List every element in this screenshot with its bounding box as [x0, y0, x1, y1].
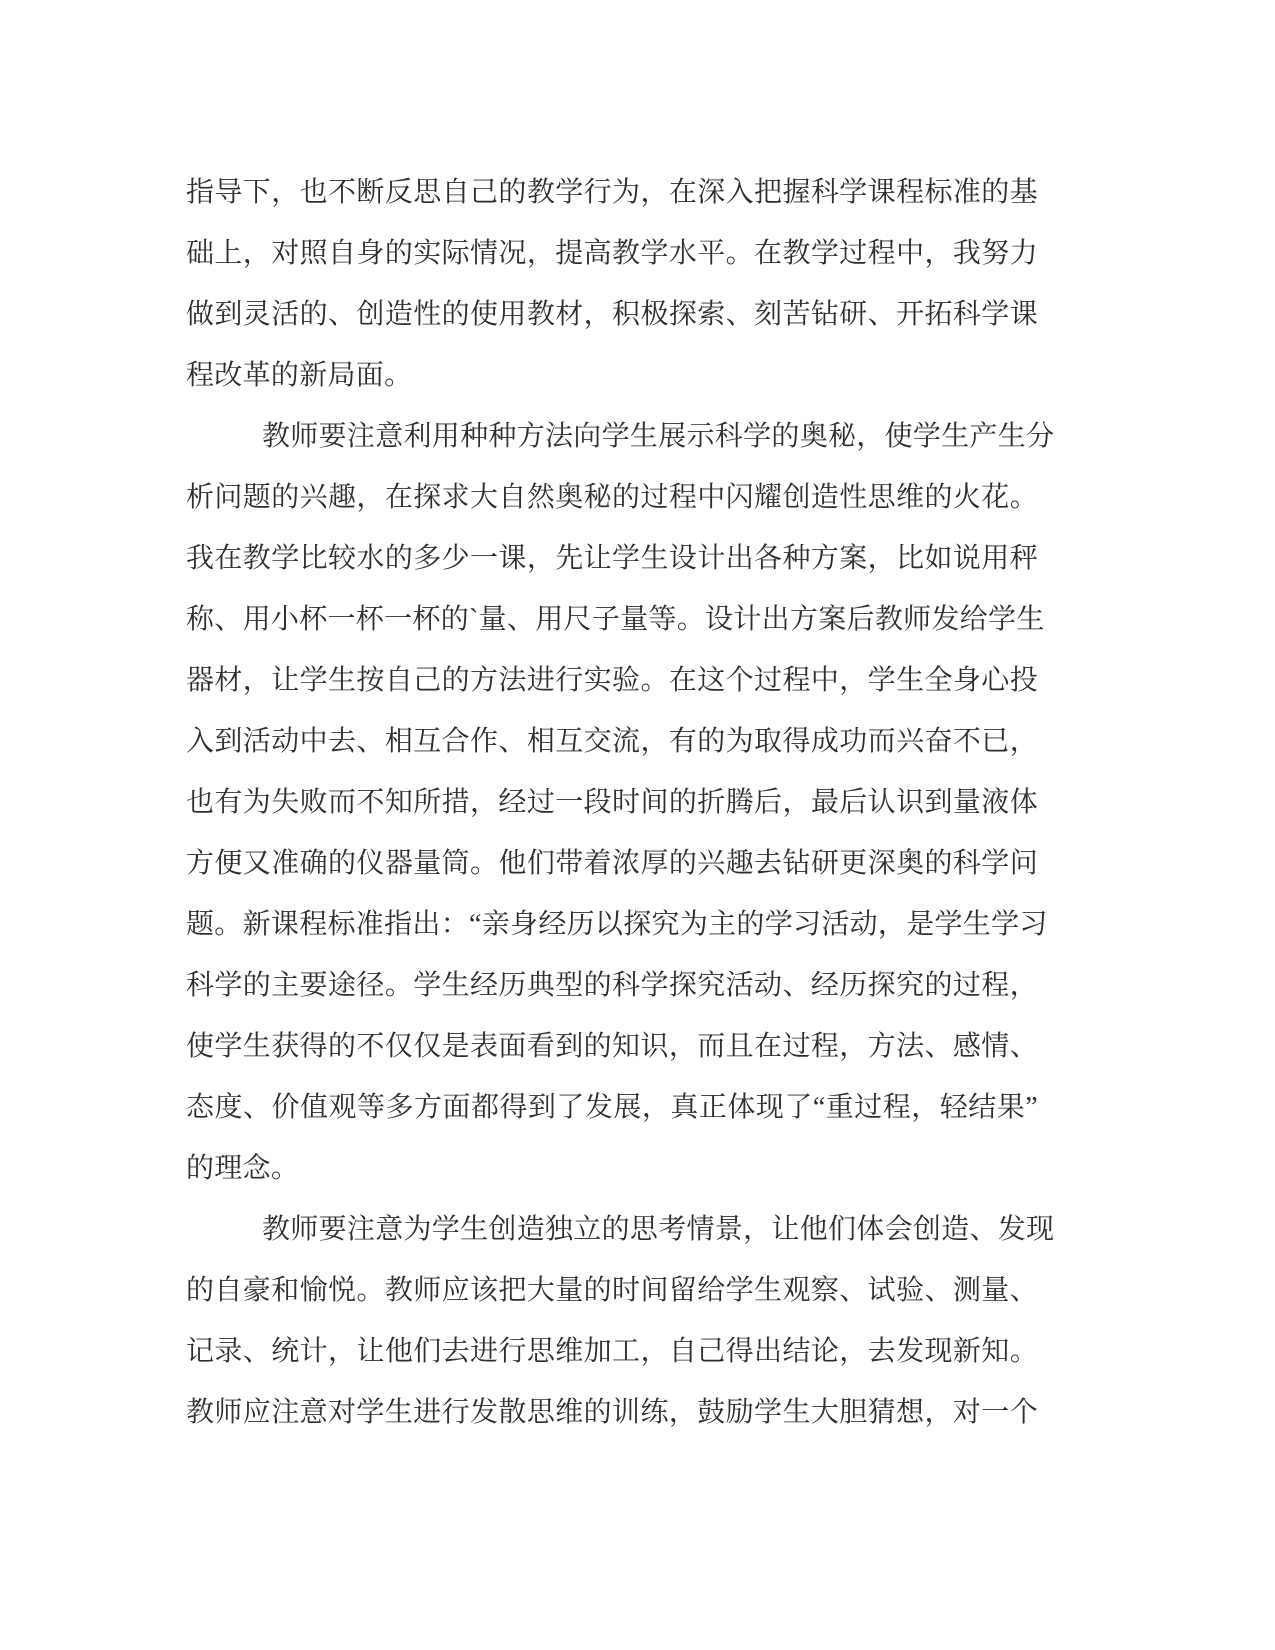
text-line: 指导下，也不断反思自己的教学行为，在深入把握科学课程标准的基 — [186, 177, 1038, 208]
text-line: 称、用小杯一杯一杯的`量、用尺子量等。设计出方案后教师发给学生 — [186, 604, 1045, 635]
text-line: 入到活动中去、相互合作、相互交流，有的为取得成功而兴奋不已， — [186, 726, 1038, 757]
text-line: 做到灵活的、创造性的使用教材，积极探索、刻苦钻研、开拓科学课 — [186, 299, 1038, 330]
text-line: 教师要注意利用种种方法向学生展示科学的奥秘，使学生产生分 — [262, 421, 1055, 452]
text-line: 题。新课程标准指出：“亲身经历以探究为主的学习活动，是学生学习 — [186, 909, 1048, 940]
text-line: 我在教学比较水的多少一课，先让学生设计出各种方案，比如说用秤 — [186, 543, 1038, 574]
text-line: 方便又准确的仪器量筒。他们带着浓厚的兴趣去钻研更深奥的科学问 — [186, 848, 1038, 879]
paragraph — [186, 1199, 1055, 1443]
text-line: 也有为失败而不知所措，经过一段时间的折腾后，最后认识到量液体 — [186, 787, 1038, 818]
text-line: 教师要注意为学生创造独立的思考情景，让他们体会创造、发现 — [262, 1214, 1055, 1245]
text-line: 器材，让学生按自己的方法进行实验。在这个过程中，学生全身心投 — [186, 665, 1038, 696]
text-line: 的自豪和愉悦。教师应该把大量的时间留给学生观察、试验、测量、 — [186, 1275, 1038, 1306]
text-line: 的理念。 — [186, 1153, 300, 1184]
text-line: 程改革的新局面。 — [186, 360, 413, 391]
paragraph — [186, 406, 1055, 1199]
text-line: 教师应注意对学生进行发散思维的训练，鼓励学生大胆猜想，对一个 — [186, 1397, 1038, 1428]
text-line: 析问题的兴趣，在探求大自然奥秘的过程中闪耀创造性思维的火花。 — [186, 482, 1038, 513]
text-line: 记录、统计，让他们去进行思维加工，自己得出结论，去发现新知。 — [186, 1336, 1038, 1367]
text-line: 使学生获得的不仅仅是表面看到的知识，而且在过程，方法、感情、 — [186, 1031, 1038, 1062]
text-line: 科学的主要途径。学生经历典型的科学探究活动、经历探究的过程， — [186, 970, 1038, 1001]
paragraph — [186, 162, 1038, 406]
text-line: 态度、价值观等多方面都得到了发展，真正体现了“重过程，轻结果” — [186, 1092, 1038, 1123]
text-line: 础上，对照自身的实际情况，提高教学水平。在教学过程中，我努力 — [186, 238, 1038, 269]
document-body — [186, 162, 1055, 1443]
